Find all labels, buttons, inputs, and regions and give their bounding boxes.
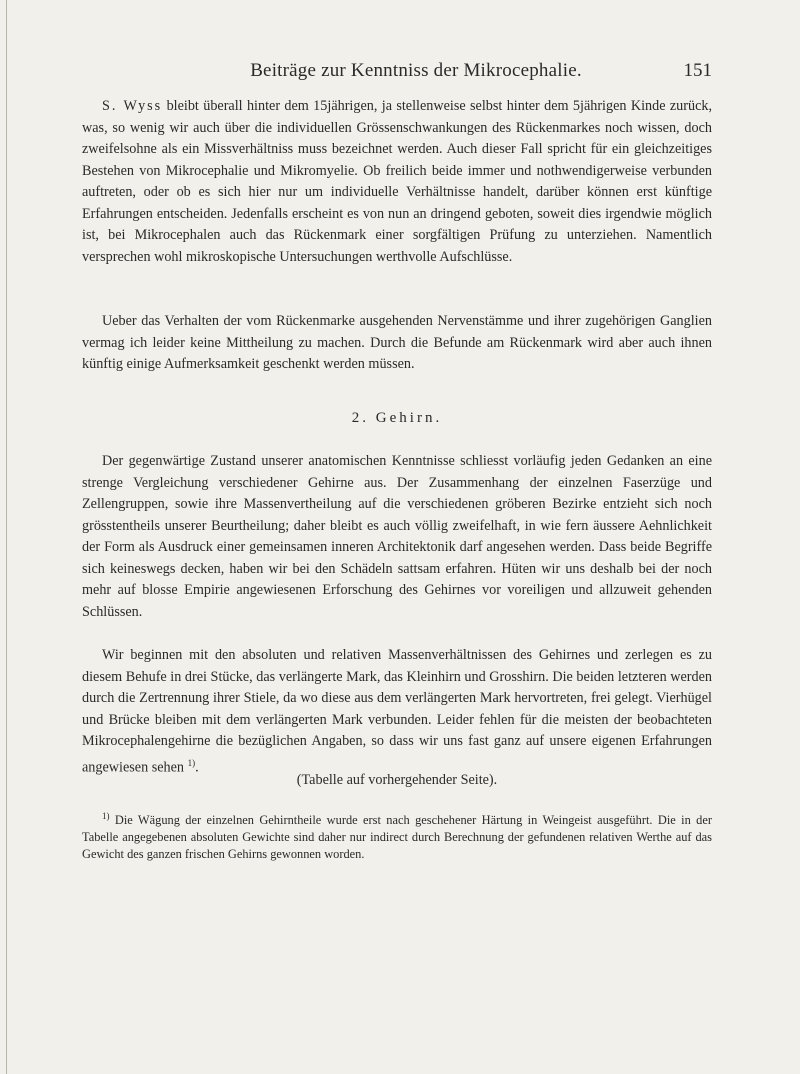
footnote-reference: 1) (187, 757, 196, 768)
paragraph-2 (82, 311, 712, 376)
paragraph-4: Wir beginnen mit den absoluten und relativen Massenverhältnissen des Gehirnes und zerlegen es zu diesem Behufe in drei Stücke, das verlängerte Mark, das Kleinhirn und Grosshirn. Die beiden letzteren werden durch die Zertrennung ihrer Stiele, da wo diese aus dem verlängerten Mark hervortreten, frei gelegt. Vierhügel und Brücke bleiben mit dem verlängerten Mark verbunden. Leider fehlen für die meisten der beobachteten Mikrocephalengehirne die bezüglichen Angaben, so dass wir uns fast ganz auf unsere eigenen Erfahrungen angewiesen sehen $^{1)}$. (82, 647, 712, 776)
paragraph-2-text: Ueber das Verhalten der vom Rückenmarke ausgehenden Nervenstämme und ihrer zugehörigen Ganglien vermag ich leider keine Mittheilung zu machen. Durch die Befunde am Rückenmark wird aber auch ihnen künftig einige Aufmerksamkeit geschenkt werden müssen. (82, 313, 712, 372)
page-number: 151 (683, 60, 712, 81)
paragraph-1 (82, 96, 712, 268)
paragraph-3 (82, 451, 712, 623)
running-title: Beiträge zur Kenntniss der Mikrocephalie. (250, 60, 582, 81)
section-heading: 2. Gehirn. (351, 410, 443, 426)
paragraph-4-text: Wir beginnen mit den absoluten und relativen Massenverhältnissen des Gehirnes und zerlegen es zu diesem Behufe in drei Stücke, das verlängerte Mark, das Kleinhirn und Grosshirn. Die beiden letzteren werden durch die Zertrennung ihrer Stiele, da wo diese aus dem verlängerten Mark hervortreten, frei gelegt. Vierhügel und Brücke bleiben mit dem verlängerten Mark verbunden. Leider fehlen für die meisten der beobachteten Mikrocephalengehirne die bezüglichen Angaben, so dass wir uns fast ganz auf unsere eigenen Erfahrungen angewiesen sehen (82, 647, 712, 776)
paragraph-1-text: bleibt überall hinter dem 15jährigen, ja stellenweise selbst hinter dem 5jährigen Kinde zurück, was, so wenig wir auch über die individuellen Grössenschwankungen des Rückenmarkes noch wissen, doch zweifelsohne als ein Missverhältniss muss bezeichnet werden. Auch dieser Fall spricht für ein gleichzeitiges Bestehen von Mikrocephalie und Mikromyelie. Ob freilich beide immer und nothwendigerweise verbunden auftreten, oder ob es sich hier nur um individuelle Verhältnisse handelt, darüber können erst künftige Erfahrungen entscheiden. Jedenfalls erscheint es von nun an dringend geboten, soweit dies irgendwie möglich ist, bei Mikrocephalen auch das Rückenmark einer sorgfältigen Prüfung zu unterziehen. Namentlich versprechen wohl mikroskopische Untersuchungen werthvolle Aufschlüsse. (82, 98, 713, 265)
footnote-text: Die Wägung der einzelnen Gehirntheile wurde erst nach geschehener Härtung in Weingeist ausgeführt. Die in der Tabelle angegebenen absoluten Gewichte sind daher nur indirect durch Berechnung der gefundenen relativen Werthe auf das Gewicht des ganzen frischen Gehirns gewonnen worden. (82, 813, 712, 862)
running-header (120, 60, 712, 84)
page-edge-shadow (6, 0, 7, 1074)
author-name: S. Wyss (102, 98, 163, 114)
table-reference: (Tabelle auf vorhergehender Seite). (296, 772, 498, 788)
footnote-marker: 1) (102, 811, 110, 821)
footnote (82, 808, 712, 863)
paragraph-3-text: Der gegenwärtige Zustand unserer anatomischen Kenntnisse schliesst vorläufig jeden Gedanken an eine strenge Vergleichung verschiedener Gehirne aus. Der Zusammenhang der einzelnen Faserzüge und Zellengruppen, sowie ihre Massenvertheilung auf die verschiedenen gröberen Bezirke entzieht sich noch grösstentheils unserer Beurtheilung; daher bleibt es auch völlig zweifelhaft, in wie fern äussere Aehnlichkeit der Form als Ausdruck einer gemeinsamen inneren Architektonik darf angesehen werden. Dass beide Begriffe sich keineswegs decken, haben wir bei den Schädeln sattsam erfahren. Hüten wir uns deshalb bei der noch mehr auf blosse Empirie angewiesenen Erforschung des Gehirnes vor voreiligen und allzuweit gehenden Schlüssen. (82, 453, 712, 620)
